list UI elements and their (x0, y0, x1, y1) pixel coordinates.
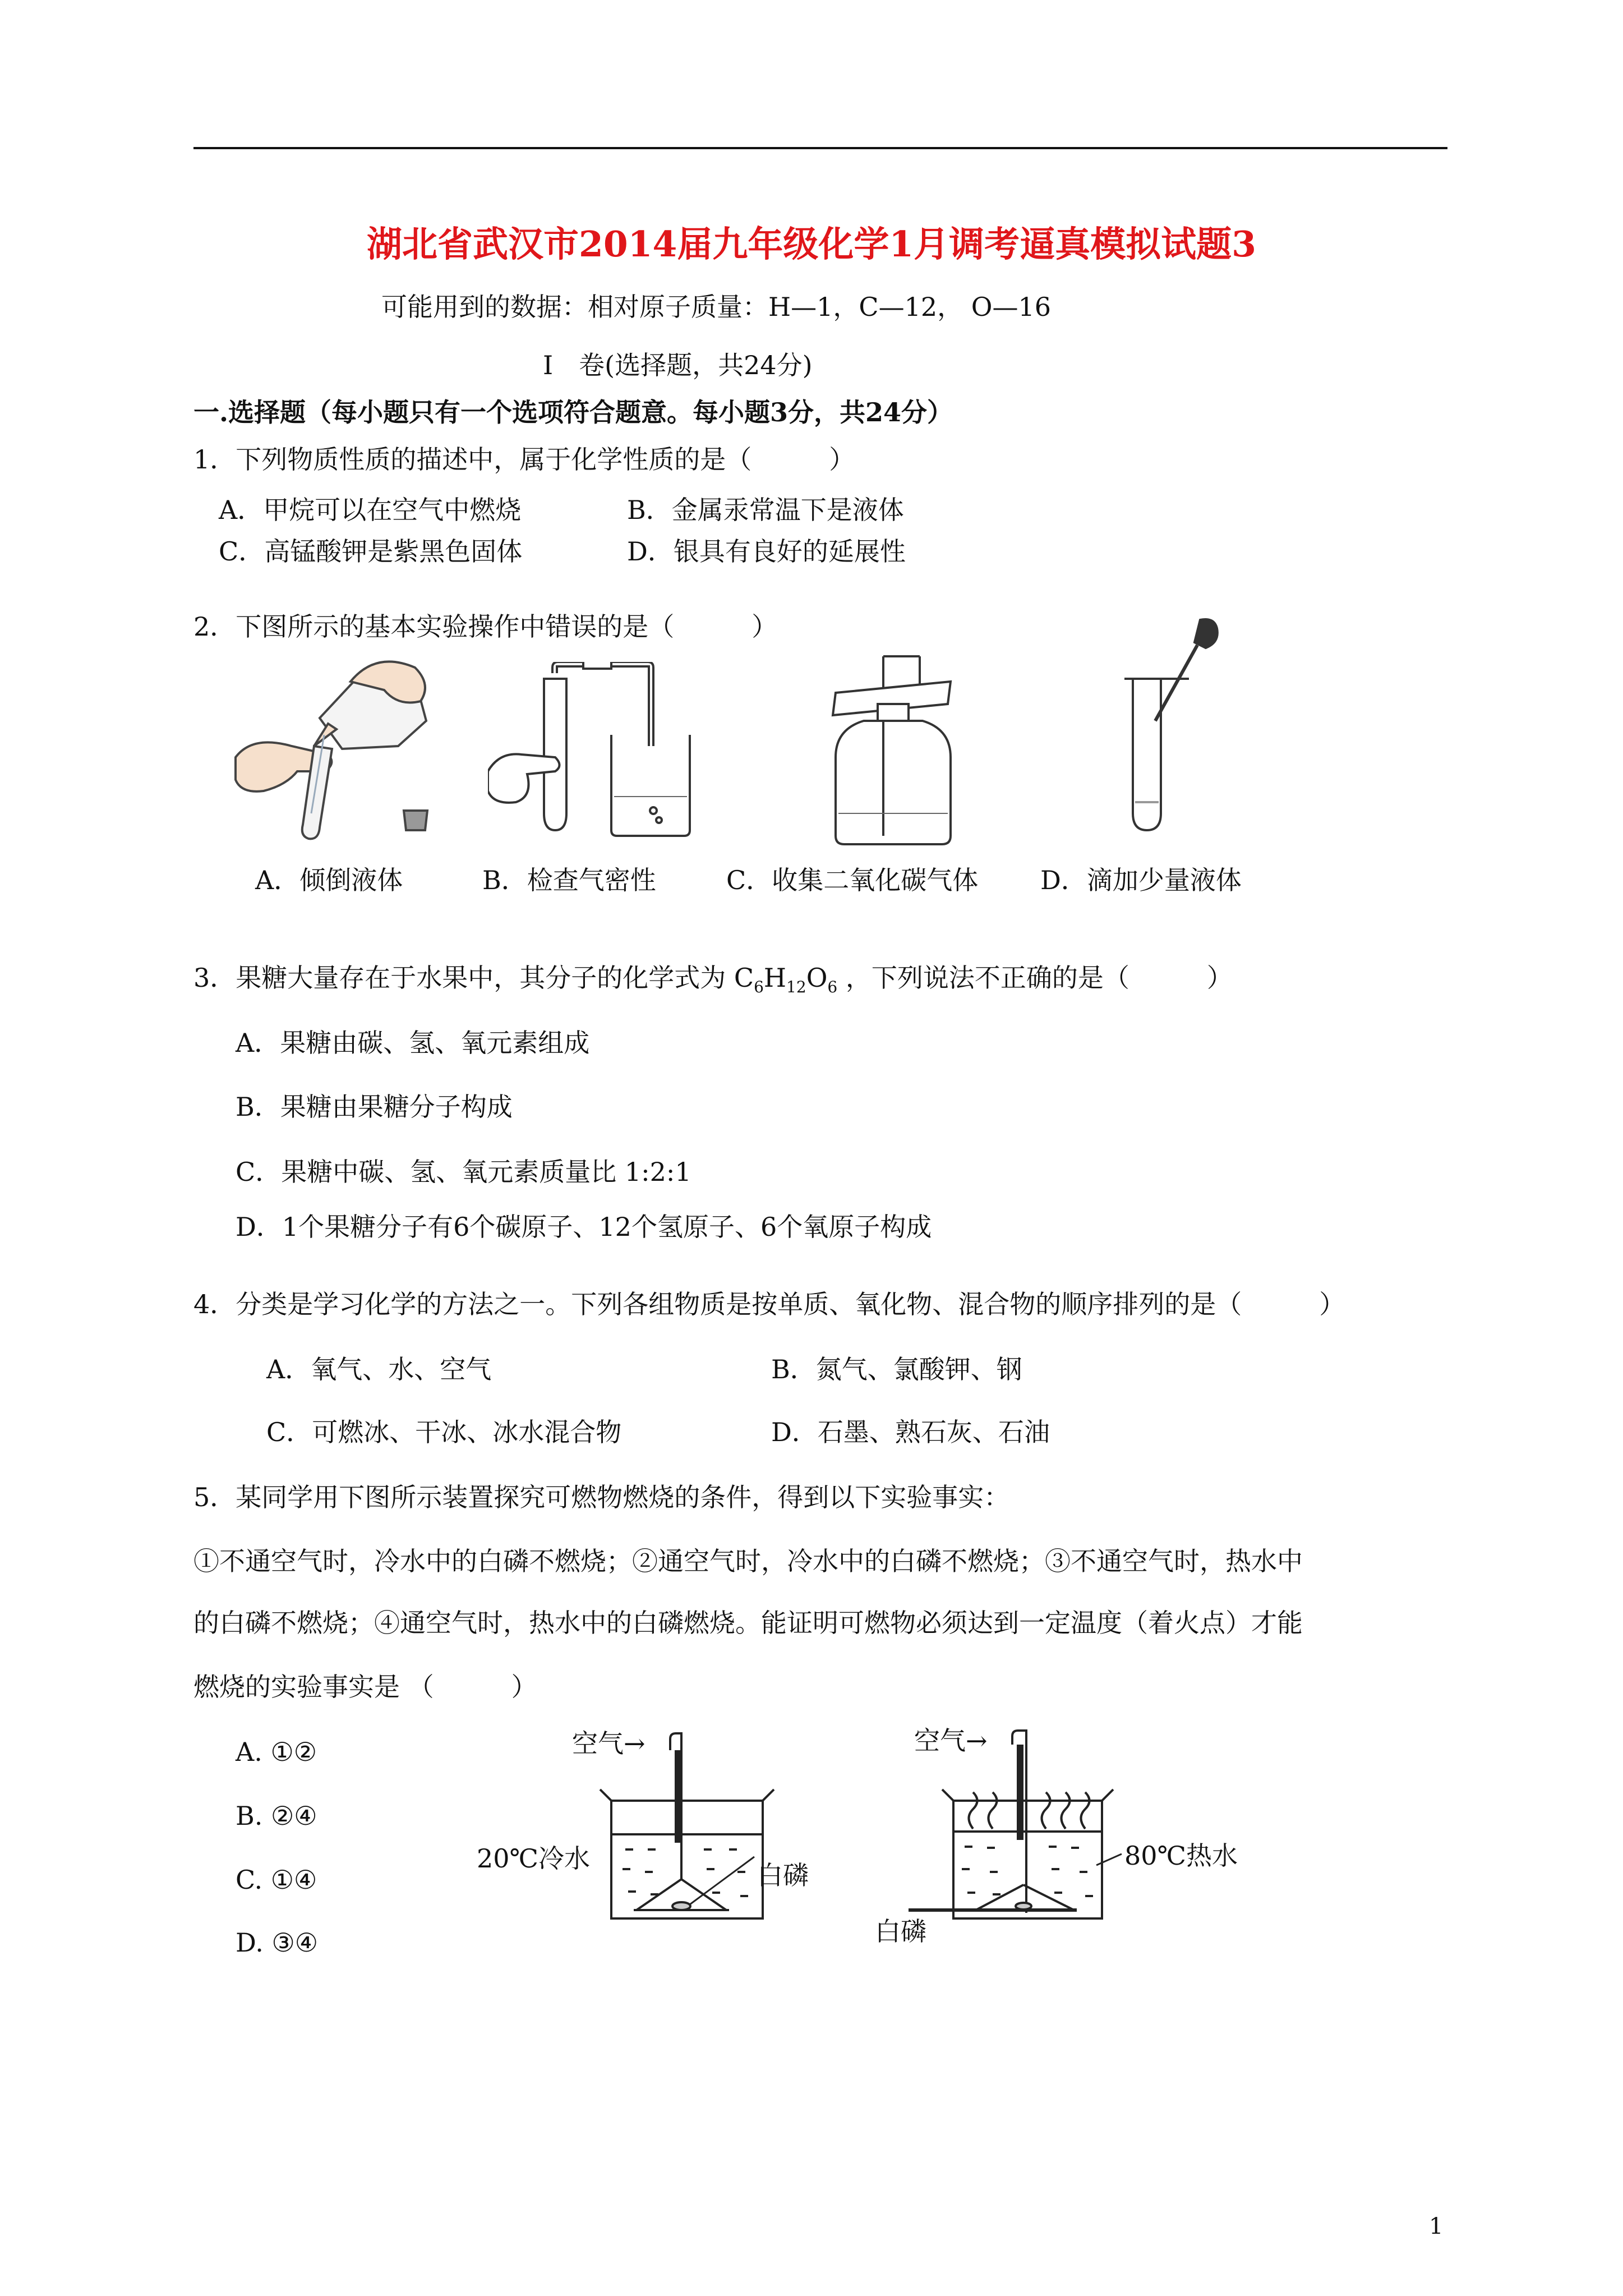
header-rule (193, 147, 1447, 149)
hot-air-label: 空气→ (914, 1726, 988, 1756)
q3-stem-after: ，下列说法不正确的是（ ） (837, 963, 1233, 993)
formula-h-sub: 12 (786, 978, 806, 997)
q2-option-a: A．倾倒液体 (255, 865, 403, 895)
q3-stem-before: 3．果糖大量存在于水果中，其分子的化学式为 (193, 963, 734, 993)
q4-stem: 4．分类是学习化学的方法之一。下列各组物质是按单质、氧化物、混合物的顺序排列的是（ ） (193, 1289, 1345, 1319)
q3-option-b: B．果糖由果糖分子构成 (236, 1092, 513, 1122)
q3-option-a: A．果糖由碳、氢、氧元素组成 (236, 1028, 590, 1058)
figure-cold-water-beaker (477, 1717, 830, 1952)
formula-c-sub: 6 (754, 978, 764, 997)
q3-stem (193, 965, 1233, 995)
q1-option-b: B．金属汞常温下是液体 (627, 495, 904, 525)
atomic-masses: 可能用到的数据：相对原子质量：H—1，C—12， O—16 (381, 292, 1051, 322)
q2-stem: 2．下图所示的基本实验操作中错误的是（ ） (193, 611, 778, 642)
q4-option-c: C．可燃冰、干冰、冰水混合物 (266, 1417, 622, 1447)
q1-option-d: D．银具有良好的延展性 (627, 536, 906, 567)
cold-phosphorus-label: 白磷 (757, 1860, 809, 1890)
figure-dropper (1116, 617, 1223, 841)
hot-water-label: 80℃热水 (1124, 1841, 1238, 1871)
cold-air-label: 空气→ (572, 1728, 645, 1759)
formula-o-sub: 6 (827, 978, 838, 997)
q5-option-b: B. ②④ (236, 1801, 317, 1831)
figure-pouring-liquid (230, 651, 454, 847)
page-title: 湖北省武汉市2014届九年级化学1月调考逼真模拟试题3 (366, 223, 1256, 265)
figure-hot-water-beaker (864, 1717, 1238, 1952)
section-heading: 一.选择题（每小题只有一个选项符合题意。每小题3分，共24分） (193, 397, 953, 427)
q5-line1: ①不通空气时，冷水中的白磷不燃烧；②通空气时，冷水中的白磷不燃烧；③不通空气时，热水中 (193, 1546, 1303, 1576)
formula-h: H (763, 963, 787, 993)
q5-option-c: C. ①④ (236, 1865, 317, 1895)
q5-stem: 5．某同学用下图所示装置探究可燃物燃烧的条件，得到以下实验事实： (193, 1482, 1010, 1512)
volume-title: Ⅰ 卷(选择题，共24分) (543, 350, 813, 380)
q2-option-d: D．滴加少量液体 (1040, 865, 1242, 895)
q1-stem: 1．下列物质性质的描述中，属于化学性质的是（ ） (193, 444, 855, 475)
q5-option-a: A. ①② (236, 1737, 317, 1767)
q1-option-c: C．高锰酸钾是紫黑色固体 (219, 536, 523, 567)
formula-o: O (806, 963, 828, 993)
q2-option-b: B．检查气密性 (482, 865, 656, 895)
figure-airtightness-check (488, 662, 701, 841)
q5-line3: 燃烧的实验事实是 （ ） (193, 1672, 537, 1702)
fructose-formula (734, 963, 838, 997)
q3-option-d: D．1个果糖分子有6个碳原子、12个氢原子、6个氧原子构成 (236, 1212, 932, 1242)
q4-option-d: D．石墨、熟石灰、石油 (771, 1417, 1050, 1447)
cold-water-label: 20℃冷水 (477, 1843, 590, 1874)
q3-option-c: C．果糖中碳、氢、氧元素质量比 1:2:1 (236, 1157, 691, 1187)
q1-option-a: A．甲烷可以在空气中燃烧 (219, 495, 522, 525)
page-number: 1 (1429, 2214, 1444, 2239)
q4-option-a: A．氧气、水、空气 (266, 1354, 492, 1384)
q5-line2: 的白磷不燃烧；④通空气时，热水中的白磷燃烧。能证明可燃物必须达到一定温度（着火点）才能 (193, 1608, 1303, 1638)
figure-collect-co2 (830, 651, 959, 847)
hot-phosphorus-label: 白磷 (875, 1916, 926, 1947)
q5-option-d: D. ③④ (236, 1927, 318, 1958)
q4-option-b: B．氮气、氯酸钾、钢 (771, 1354, 1022, 1384)
formula-c: C (734, 963, 754, 993)
q2-option-c: C．收集二氧化碳气体 (726, 865, 979, 895)
